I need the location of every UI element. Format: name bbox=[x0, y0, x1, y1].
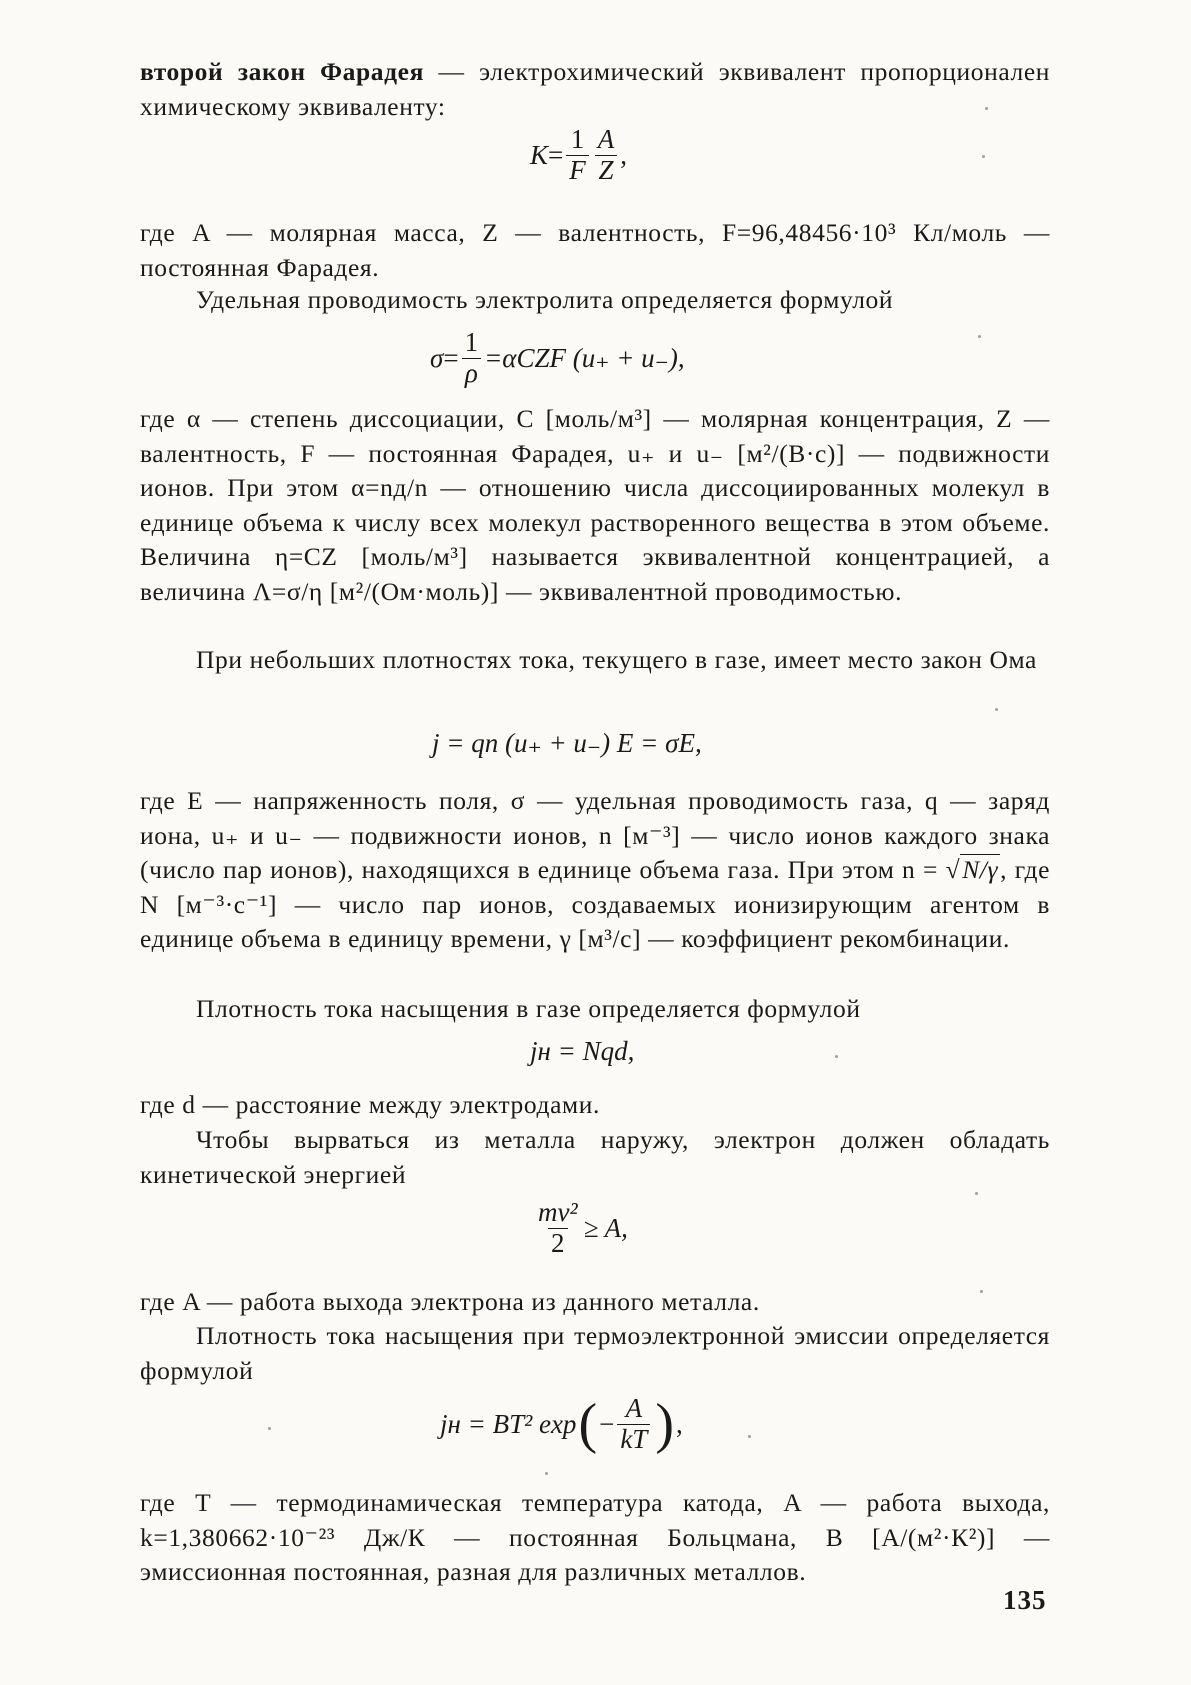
paragraph-faraday-second-law bbox=[140, 55, 1050, 124]
paragraph-conductivity-intro: Удельная проводимость электролита определяется формулой bbox=[196, 285, 894, 314]
eq2-fraction bbox=[462, 328, 482, 388]
eq5-den: 2 bbox=[548, 1228, 568, 1259]
sqrt-body: N/γ bbox=[962, 855, 999, 884]
scan-speck bbox=[835, 1055, 838, 1058]
equation-richardson bbox=[440, 1394, 683, 1454]
eq1-num1: 1 bbox=[570, 124, 585, 154]
paragraph-work-function: где A — работа выхода электрона из данного металла. bbox=[140, 1287, 760, 1316]
eq5-num: mv² bbox=[538, 1197, 578, 1227]
p6-text-a: где E — напряженность поля, σ — удельная проводимость газа, q — заряд иона, u₊ и u₋ — подвижности ионов, n [м⁻³] — число ионов каждого знака (число пар ионов), находящихся в единице объема газа. При этом n = bbox=[140, 786, 1050, 884]
eq2-equals: = bbox=[443, 342, 459, 373]
scan-speck bbox=[980, 1290, 983, 1293]
equation-electrochemical-equivalent bbox=[530, 125, 627, 185]
eq6-tail: , bbox=[675, 1408, 683, 1439]
eq6-minus: − bbox=[599, 1408, 615, 1439]
eq1-num2: A bbox=[597, 124, 615, 154]
faraday-law-title: второй закон Фарадея bbox=[140, 57, 424, 86]
equation-ohm-law-gas: j = qn (u₊ + u₋) E = σE, bbox=[432, 728, 702, 758]
eq2-lhs: σ bbox=[430, 342, 444, 373]
equation-kinetic-energy bbox=[532, 1198, 628, 1258]
eq6-num: A bbox=[625, 1393, 643, 1423]
page-number: 135 bbox=[1003, 1585, 1047, 1615]
eq6-fraction bbox=[617, 1394, 650, 1454]
eq6-left-paren: ( bbox=[578, 1393, 598, 1456]
p6-text-b: , где N [м⁻³·с⁻¹] — число пар ионов, создаваемых ионизирующим агентом в единице объема в единицу времени, γ [м³/с] — коэффициент рекомбинации. bbox=[140, 855, 1050, 953]
eq2-num: 1 bbox=[464, 327, 479, 357]
eq1-den2: Z bbox=[595, 155, 616, 186]
eq5-rhs: ≥ A, bbox=[583, 1212, 628, 1243]
paragraph-ohm-law-intro: При небольших плотностях тока, текущего в газе, имеет место закон Ома bbox=[196, 645, 1037, 674]
eq2-den: ρ bbox=[462, 358, 481, 389]
paragraph-thermionic-emission: Плотность тока насыщения при термоэлектронной эмиссии определяется формулой bbox=[140, 1321, 1050, 1385]
eq6-right-paren: ) bbox=[655, 1393, 674, 1456]
eq5-fraction bbox=[535, 1198, 581, 1258]
scan-speck bbox=[748, 1435, 751, 1438]
paragraph-field-strength bbox=[140, 784, 1050, 957]
scan-speck bbox=[978, 335, 981, 338]
eq1-fraction-1 bbox=[566, 125, 589, 185]
eq1-den1: F bbox=[566, 155, 589, 186]
scan-speck bbox=[975, 1192, 978, 1195]
paragraph-molar-mass: где A — молярная масса, Z — валентность, F=96,48456·10³ Кл/моль — постоянная Фарадея. bbox=[140, 218, 1050, 282]
eq1-fraction-2 bbox=[595, 125, 618, 185]
eq1-tail: , bbox=[620, 139, 627, 170]
scan-speck bbox=[982, 155, 985, 158]
equation-specific-conductivity bbox=[430, 328, 685, 388]
paragraph-electrode-distance: где d — расстояние между электродами. bbox=[140, 1090, 600, 1119]
paragraph-boltzmann: где T — термодинамическая температура катода, A — работа выхода, k=1,380662·10⁻²³ Дж/К — постоянная Больцмана, B [А/(м²·К²)] — эмиссионная постоянная, разная для различных металлов. bbox=[140, 1488, 1050, 1586]
eq2-rhs: =αCZF (u₊ + u₋), bbox=[484, 342, 685, 373]
eq6-lhs: jн = BT² exp bbox=[440, 1408, 577, 1439]
paragraph-kinetic-energy: Чтобы вырваться из металла наружу, электрон должен обладать кинетической энергией bbox=[140, 1125, 1050, 1189]
sqrt-expression: √N/γ bbox=[945, 855, 999, 884]
faraday-law-text: — электрохимический эквивалент пропорционален химическому эквиваленту: bbox=[140, 57, 1050, 121]
eq1-lhs: K bbox=[530, 139, 549, 170]
paragraph-dissociation: где α — степень диссоциации, C [моль/м³] — молярная концентрация, Z — валентность, F — постоянная Фарадея, u₊ и u₋ [м²/(В·с)] — подвижности ионов. При этом α=nд/n — отношению числа диссоциированных молекул в единице объема к числу всех молекул растворенного вещества в этом объеме. Величина η=CZ [моль/м³] называется эквивалентной концентрацией, а величина Λ=σ/η [м²/(Ом·моль)] — эквивалентной проводимостью. bbox=[140, 404, 1050, 606]
eq1-equals: = bbox=[548, 139, 564, 170]
eq6-den: kT bbox=[617, 1424, 650, 1455]
scan-speck bbox=[995, 708, 998, 711]
scan-speck bbox=[268, 1427, 271, 1430]
scan-speck bbox=[985, 107, 988, 110]
paragraph-saturation-current: Плотность тока насыщения в газе определяется формулой bbox=[196, 994, 861, 1023]
equation-saturation-current: jн = Nqd, bbox=[530, 1036, 635, 1066]
scan-speck bbox=[545, 1472, 548, 1475]
